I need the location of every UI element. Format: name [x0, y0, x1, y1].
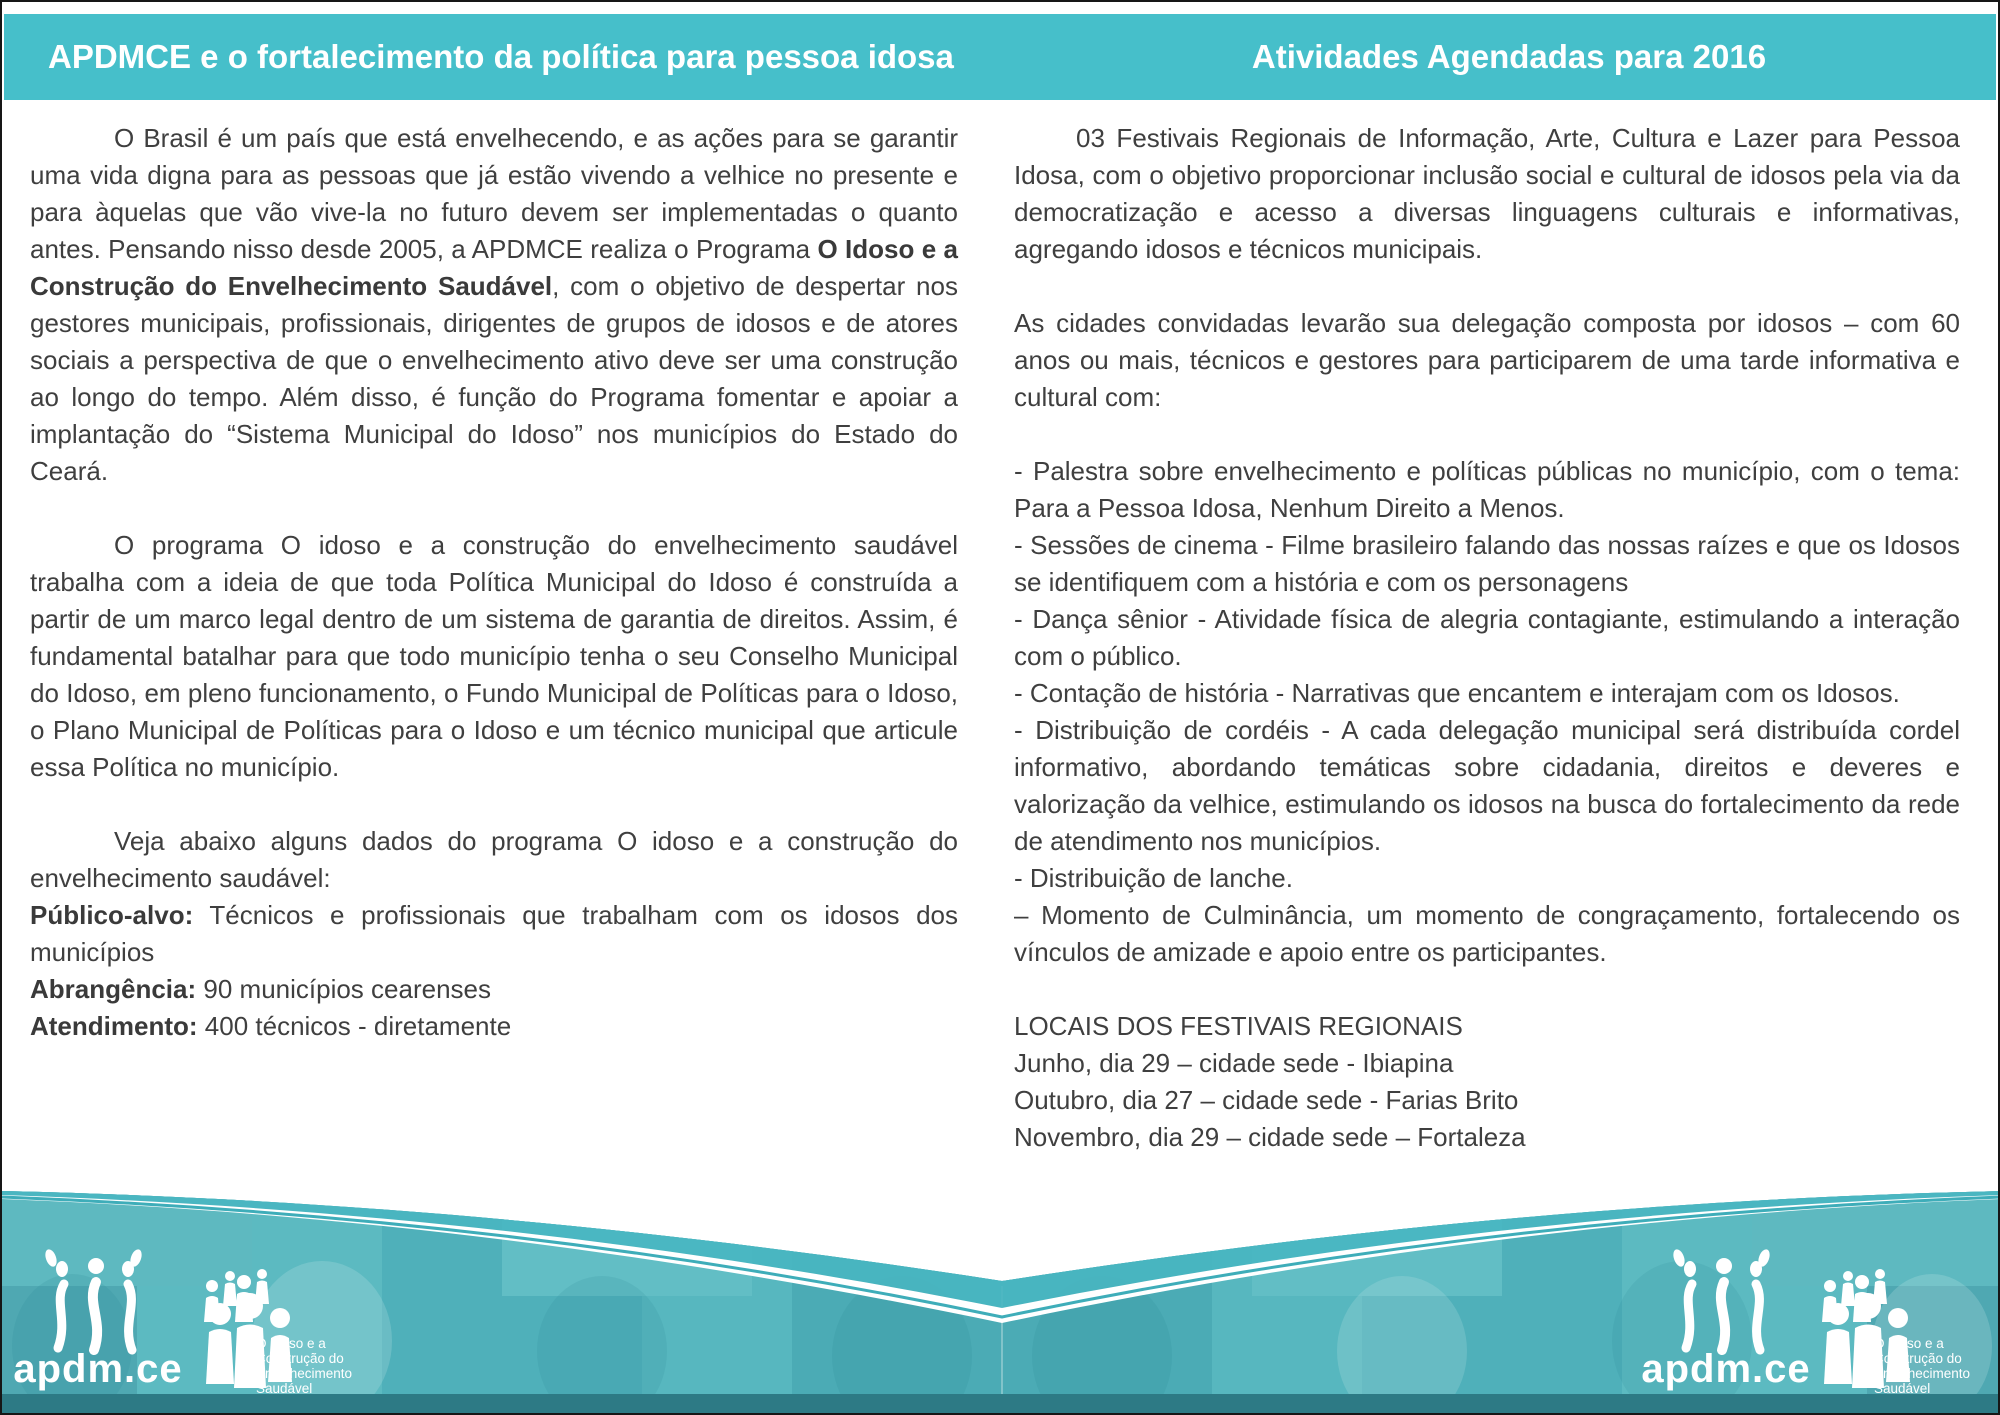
left-paragraph-3-intro: Veja abaixo alguns dados do programa O idoso e a construção do envelhecimento saudável:	[30, 826, 958, 893]
left-p1-text: O Brasil é um país que está envelhecendo, e as ações para se garantir uma vida digna para as pessoas que já estão vivendo a velhice no presente e para àquelas que vão vive-la no futuro devem ser implementadas o quanto antes. Pensando nisso desde 2005, a APDMCE realiza o Programa	[30, 123, 958, 264]
locais-title: LOCAIS DOS FESTIVAIS REGIONAIS	[1014, 1011, 1463, 1041]
footer-wave-banner	[2, 1136, 2000, 1413]
apdm-wordmark: apdm.ce	[13, 1347, 183, 1391]
program-logo-line: Saudável	[256, 1381, 313, 1396]
program-logo-line: O Idoso e a	[1874, 1336, 1944, 1351]
fact-value: 400 técnicos - diretamente	[204, 1011, 512, 1041]
fact-abrangencia	[30, 971, 958, 1008]
activity-item: - Contação de história - Narrativas que encantem e interajam com os Idosos.	[1014, 678, 1900, 708]
program-logo-line: Envelhecimento	[1874, 1366, 1971, 1381]
local-item: Junho, dia 29 – cidade sede - Ibiapina	[1014, 1048, 1454, 1078]
right-column	[1014, 120, 1960, 1156]
activity-item: - Sessões de cinema - Filme brasileiro falando das nossas raízes e que os Idosos se identifiquem com a história e com os personagens	[1014, 530, 1960, 597]
activity-item: - Distribuição de cordéis - A cada delegação municipal será distribuída cordel informativo, abordando temáticas sobre cidadania, direitos e deveres e valorização da velhice, estimulando os idosos na busca do fortalecimento da rede de atendimento nos municípios.	[1014, 715, 1960, 856]
apdm-wordmark: apdm.ce	[1641, 1347, 1811, 1391]
header-bar	[4, 14, 1996, 100]
activity-item: – Momento de Culminância, um momento de congraçamento, fortalecendo os vínculos de amizade e apoio entre os participantes.	[1014, 900, 1960, 967]
program-logo-line: Construção do	[256, 1351, 344, 1366]
fact-atendimento	[30, 1008, 958, 1045]
local-item: Outubro, dia 27 – cidade sede - Farias Brito	[1014, 1085, 1519, 1115]
fact-label: Atendimento:	[30, 1011, 198, 1041]
program-logo-line: Saudável	[1874, 1381, 1931, 1396]
bottom-bar	[2, 1394, 2000, 1413]
activity-item: - Distribuição de lanche.	[1014, 863, 1293, 893]
fact-label: Público-alvo:	[30, 900, 194, 930]
left-paragraph-2: O programa O idoso e a construção do envelhecimento saudável trabalha com a ideia de que toda Política Municipal do Idoso é construída a partir de um marco legal dentro de um sistema de garantia de direitos. Assim, é fundamental batalhar para que todo município tenha o seu Conselho Municipal do Idoso, em pleno funcionamento, o Fundo Municipal de Políticas para o Idoso, o Plano Municipal de Políticas para o Idoso e um técnico municipal que articule essa Política no município.	[30, 530, 958, 782]
left-p1-text-cont: , com o objetivo de despertar nos gestores municipais, profissionais, dirigentes de grupos de idosos e de atores sociais a perspectiva de que o envelhecimento ativo deve ser uma construção ao longo do tempo. Além disso, é função do Programa fomentar e apoiar a implantação do “Sistema Municipal do Idoso” nos municípios do Estado do Ceará.	[30, 271, 958, 486]
fact-label: Abrangência:	[30, 974, 197, 1004]
program-logo-line: Envelhecimento	[256, 1366, 353, 1381]
program-logo-line: O Idoso e a	[256, 1336, 326, 1351]
local-item: Novembro, dia 29 – cidade sede – Fortaleza	[1014, 1122, 1526, 1152]
right-paragraph-1: 03 Festivais Regionais de Informação, Arte, Cultura e Lazer para Pessoa Idosa, com o objetivo proporcionar inclusão social e cultural de idosos pela via da democratização e acesso a diversas linguagens culturais e informativas, agregando idosos e técnicos municipais.	[1014, 123, 1960, 264]
fact-value: Técnicos e profissionais que trabalham com os idosos dos municípios	[30, 900, 958, 967]
program-name-bold: O Idoso e a Construção do Envelhecimento Saudável	[30, 234, 958, 301]
activity-item: - Palestra sobre envelhecimento e políticas públicas no município, com o tema: Para a Pessoa Idosa, Nenhum Direito a Menos.	[1014, 456, 1960, 523]
activity-item: - Dança sênior - Atividade física de alegria contagiante, estimulando a interação com o público.	[1014, 604, 1960, 671]
right-paragraph-2: As cidades convidadas levarão sua delegação composta por idosos – com 60 anos ou mais, técnicos e gestores para participarem de uma tarde informativa e cultural com:	[1014, 308, 1960, 412]
left-paragraph-1	[30, 120, 958, 490]
fact-value: 90 municípios cearenses	[203, 974, 491, 1004]
left-column	[30, 120, 958, 1045]
fact-publico-alvo	[30, 897, 958, 971]
header-title-left: APDMCE e o fortalecimento da política para pessoa idosa	[48, 38, 954, 75]
header-title-right: Atividades Agendadas para 2016	[1251, 38, 1767, 75]
program-logo-line: Construção do	[1874, 1351, 1962, 1366]
